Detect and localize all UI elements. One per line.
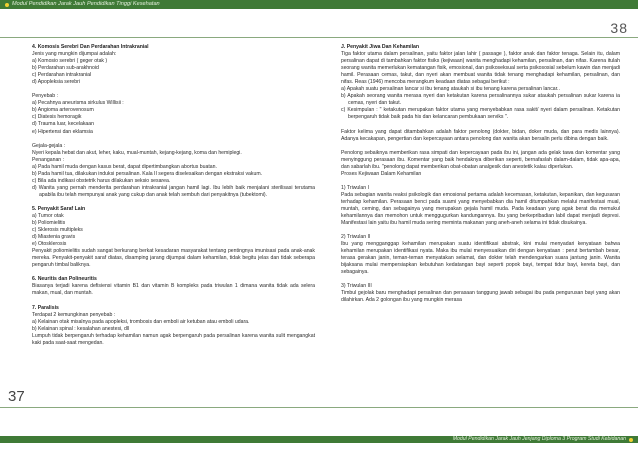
section-5-title: 5. Penyakit Saraf Lain [32,205,86,212]
header-module-label [5,0,160,9]
bullet-icon [5,3,9,7]
list-item: b) Kelainan spinal : kesalahan anestesi, dll [32,325,130,332]
right-column [341,44,620,305]
footer-module-label [453,436,633,443]
section-j-title: J. Penyakit Jiwa Dan Kehamilan [341,44,419,50]
bullet-icon [629,438,633,442]
triwulan-2-label: 2) Triwulan II [341,234,371,241]
triwulan-3-label: 3) Triwulan III [341,283,372,290]
list-item: c) Perdarahan intrakranial [32,72,92,79]
proses-kejiwaan-label: Proses Kejiwaan Dalam Kehamilan [341,170,422,177]
list-item: e) Otosklerosis [32,241,67,248]
section-4-intro: Jenis yang mungkin dijumpai adalah: [32,51,117,58]
triwulan-1-text: Pada sebagian wanita reaksi psikologik dan emosional pertama adalah kecemasan, ketakutan, kepanikan, dan kegusaran terhadap kehamilan. Perasaan benci pada suami yang menyebabkan dia hamil ditumpahkan melalui manifestasi mual, muntah, ceming, dan sebagainya yang merupakan gejala hamil muda. Pada keadaan yang agak berat dia memukul kehamilannya dan memohon untuk menggugurkan kandungannya. Ibu yang berkepribadian labil dapat menjadi depresi. Manifestasi lain yaitu ibu hamil muda sering meminta makanan yang aneh-aneh selama ini tidak disukainya. [341,191,620,227]
list-item: a) Kelainan otak misalnya pada apopleksi, trombosis dan emboli air ketuban atau emboli udara. [32,318,250,325]
section-6-text: Biasanya terjadi karena defisiensi vitamin B1 dan vitamin B kompleks pada triwulan 1 dimana wanita tidak ada selera makan, mual, dan muntah. [32,283,315,297]
page-number-left: 37 [8,388,25,405]
list-item: a) Tumor otak [32,212,64,219]
list-item: a) Apakah suatu persalinan lancar si ibu tenang ataukah si ibu tenang karena persalinan lancar.. [341,86,560,93]
page-number-right: 38 [610,20,628,36]
list-item: d) Trauma luar, kecelakaan [32,121,95,128]
list-item: c) Kesimpulan : " ketakutan merupakan faktor utama yang menyebabkan rasa sakit/ nyeri dalam persalinan. Ketakutan berpengaruh tidak baik pada his dan kelancaran pembukaan serviks ". [341,107,620,121]
bottom-divider [0,407,638,408]
gejala-label: Gejala-gejala : [32,142,66,149]
list-item: b) Poliomielitis [32,220,66,227]
list-item: b) Pada hamil tua, dilakukan induksi persalinan. Kala II segera diselesaikan dengan ekstraksi vakum. [32,170,263,177]
list-item: e) Hipertensi dan eklamsia [32,128,93,135]
triwulan-2-text: Ibu yang mengganggap kehamilan merupakan suatu identifikasi abstrak, kini mulai menyadari kenyataan bahwa kehamilan merupakan identifikasi nyata. Maka ibu mulai menyesuaikan diri dengan kenyataan : perut bertambah besar, terasa gerakan janin, teman-teman menyatakan selamat, dan dokter telah mendengarkan suara jantung janin. Wanita bijaksana mulai mempersiapkan kebutuhan kedatangan bayi seperti popok bayi, tempat tidur bayi, kereta bayi, dan sebagainya. [341,241,620,276]
list-item: c) Diatesis hemoragik [32,114,82,121]
section-4-title: 4. Komosis Serebri Dan Perdarahan Intrakranial [32,44,149,50]
penyebab-label: Penyebab : [32,93,59,100]
list-item: b) Apakah seorang wanita merasa nyeri dan ketakutan karena persalinannya sukar ataukah persalinan sukar karena ia cemas, nyeri dan takut. [341,93,620,107]
triwulan-1-label: 1) Triwulan I [341,184,369,191]
section-7-text: Lumpuh tidak berpengaruh terhadap kehamilan namun agak berpengaruh pada persalinan karena wanita sulit mengangkat kaki pada saat-saat mengedan. [32,332,315,346]
footer-module-text: Modul Pendidikan Jarak Jauh Jenjang Diploma 3 Program Studi Kebidanan [452,436,626,442]
section-5-text: Penyakit poliomielitis sudah sangat berkurang berkat kesadaran masyarakat tentang pentingnya imunisasi pada anak-anak mereka. Penyakit-penyakit saraf diatas, disamping jarang dijumpai dalam kehamilan, tidak begitu jelas dan tidak seberapa pengaruh timbal baliknya. [32,248,315,269]
list-item: a) Komosio serebri ( geger otak ) [32,58,108,65]
section-j-paragraph-2: Faktor kelima yang dapat ditambahkan adalah faktor penolong (dokter, bidan, doker muda, dan para medis lainnya). Adanya kecakapan, pengertian dan kepercayaan antara penolong dan wanita akan bersalin perlu dibina dengan baik. [341,128,620,142]
section-j-paragraph-3: Penolong sebaiknya memberikan rasa simpati dan kepercayaan pada ibu ini, jangan ada gelak tawa dan komentar yang menyinggung perasaan ibu. Komentar yang baik hendaknya diberikan seperti, bernafaslah dalam-dalam, tidak apa-apa, dan sabarlah ibu. "penolong dapat memberikan obat-obatan analgesik dan anestetik kalau diperlukan. [341,149,620,170]
section-6-title: 6. Neuritis dan Polineuritis [32,276,97,283]
triwulan-3-text: Timbul gejolak baru menghadapi persalinan dan perasaan tanggung jawab sebagai ibu pada pengurusan bayi yang akan dilahirkan. Ada 2 golongan ibu yang mungkin merasa [341,290,620,304]
list-item: d) Miastenia gravis [32,234,76,241]
list-item: c) Bila ada indikasi obstetrik harus dilakukan seksio sesarea. [32,177,171,184]
header-module-text: Modul Pendidikan Jarak Jauh Pendidikan Tinggi Kesehatan [12,1,160,7]
list-item: c) Sklerosis multipleks [32,227,83,234]
section-7-intro: Terdapat 2 kemungkinan penyebab : [32,311,116,318]
list-item: a) Pecahnya aneurisma sirkulus Willisii : [32,100,124,107]
left-column [32,44,315,347]
list-item: a) Pada hamil muda dengan kasus berat, dapat dipertimbangkan abortus buatan. [32,163,217,170]
list-item: b) Perdarahan sub-arakhnoid [32,65,99,72]
penanganan-label: Penanganan : [32,156,65,163]
list-item: d) Apopleksia serebri [32,79,81,86]
gejala-text: Nyeri kepala hebat dan akut, leher, kaku, mual-muntah, kejang-kejang, koma dan hemiplegi. [32,149,242,156]
section-j-paragraph-1: Tiga faktor utama dalam persalinan, yaitu faktor jalan lahir ( passage ), faktor anak dan faktor tenaga. Selain itu, dalam persalinan dapat di tambahkan faktor fisiks (kejiwaan) wanita menghadapi kehamilan, persalinan, dan nifas. Karena itulah seorang wanita memerlukan kematangan fisik, emosional, dan psikoseksual serta psikososial sebelum kawin dan menjadi hamil. Perasaan cemas, takut, dan nyeri akan membuat wanita tidak tenang menghadapi kehamilan, persalinan, dan nifas. Reas (1946) mencoba merangkum keadaan diatas sebagai berikut : [341,51,620,86]
section-7-title: 7. Paralisis [32,304,59,311]
top-divider [0,37,638,38]
list-item: b) Angioma arterovenosum [32,107,94,114]
list-item: d) Wanita yang pernah menderita perdarahan intrakranial jangan hamil lagi. Ibu lebih baik menjalani sterilisasi terutama apabila ibu telah mempunyai anak yang cukup dan anak telah sembuh dari penyakitnya (tubektomi). [32,184,315,198]
